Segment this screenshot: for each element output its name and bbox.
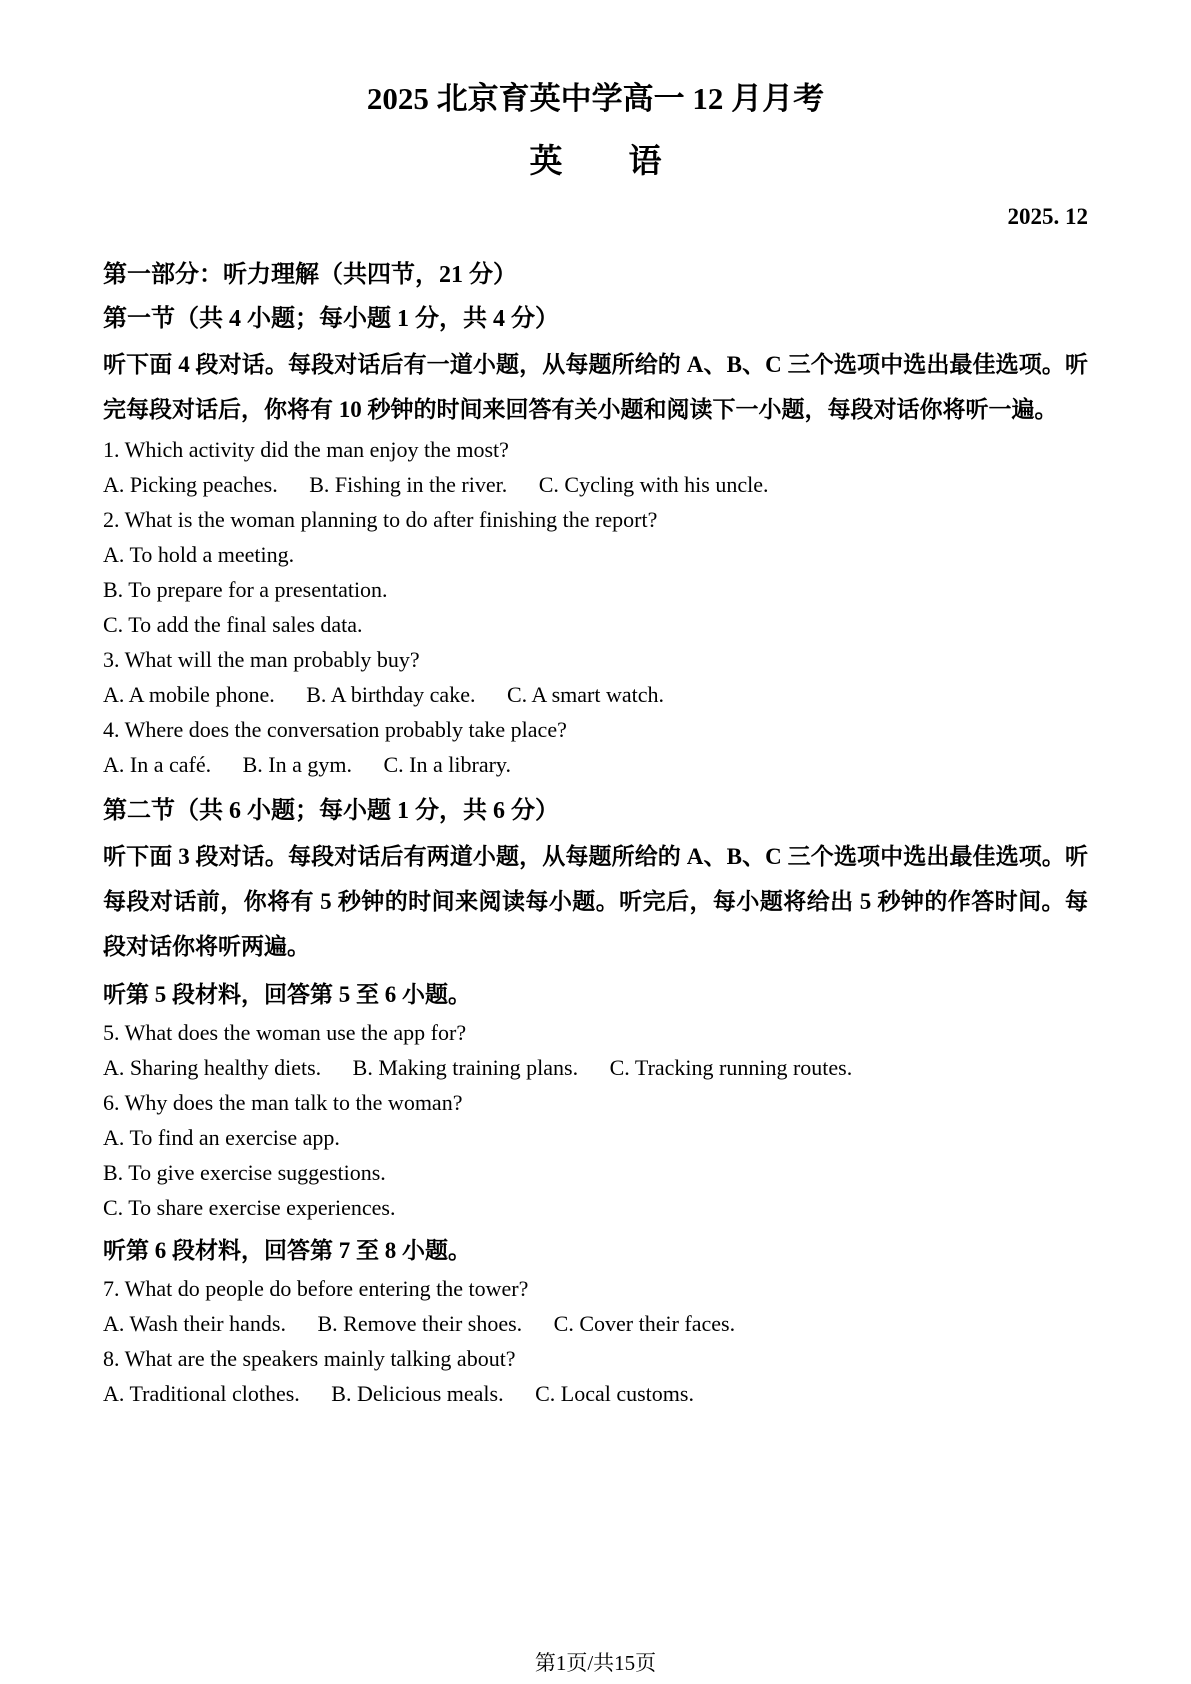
question-2-option-b: B. To prepare for a presentation. (103, 577, 388, 602)
question-2 (103, 502, 1088, 642)
question-8-option-a: A. Traditional clothes. (103, 1381, 300, 1406)
question-1-stem: 1. Which activity did the man enjoy the most? (103, 437, 509, 462)
section1-instructions: 听下面 4 段对话。每段对话后有一道小题，从每题所给的 A、B、C 三个选项中选出最佳选项。听完每段对话后，你将有 10 秒钟的时间来回答有关小题和阅读下一小题，每段对话你将听一遍。 (103, 352, 1088, 422)
question-1-option-b: B. Fishing in the river. (309, 472, 508, 497)
exam-date: 2025. 12 (1007, 204, 1088, 229)
question-4-option-b: B. In a gym. (242, 752, 352, 777)
question-3-option-c: C. A smart watch. (506, 682, 665, 707)
question-3-stem: 3. What will the man probably buy? (103, 647, 420, 672)
question-6-option-c: C. To share exercise experiences. (103, 1195, 396, 1220)
question-2-option-a: A. To hold a meeting. (103, 542, 295, 567)
question-4-option-c: C. In a library. (383, 752, 511, 777)
section2-heading: 第二节（共 6 小题；每小题 1 分，共 6 分） (103, 798, 559, 824)
question-3-option-b: B. A birthday cake. (306, 682, 476, 707)
question-2-stem: 2. What is the woman planning to do after finishing the report? (103, 507, 658, 532)
question-1 (103, 432, 1088, 502)
section1-heading: 第一节（共 4 小题；每小题 1 分，共 4 分） (103, 306, 559, 332)
question-4-stem: 4. Where does the conversation probably take place? (103, 717, 567, 742)
question-8-stem: 8. What are the speakers mainly talking about? (103, 1346, 516, 1371)
question-5-option-a: A. Sharing healthy diets. (103, 1055, 322, 1080)
section2-instructions: 听下面 3 段对话。每段对话后有两道小题，从每题所给的 A、B、C 三个选项中选出最佳选项。听每段对话前，你将有 5 秒钟的时间来阅读每小题。听完后，每小题将给出 5 秒钟的作答时间。每段对话你将听两遍。 (103, 844, 1088, 959)
question-7 (103, 1271, 1088, 1341)
subject-title: 英 语 (529, 144, 662, 180)
question-3-option-a: A. A mobile phone. (103, 682, 275, 707)
question-4-options (103, 747, 1088, 782)
question-7-options (103, 1306, 1088, 1341)
question-1-option-a: A. Picking peaches. (103, 472, 278, 497)
question-7-stem: 7. What do people do before entering the tower? (103, 1276, 529, 1301)
question-3 (103, 642, 1088, 712)
question-6-option-a: A. To find an exercise app. (103, 1125, 340, 1150)
question-2-option-c: C. To add the final sales data. (103, 612, 363, 637)
question-5-stem: 5. What does the woman use the app for? (103, 1020, 467, 1045)
question-1-option-c: C. Cycling with his uncle. (538, 472, 769, 497)
material-5-note: 听第 5 段材料，回答第 5 至 6 小题。 (103, 982, 471, 1007)
question-4-option-a: A. In a café. (103, 752, 212, 777)
question-5-options (103, 1050, 1088, 1085)
page-title: 2025 北京育英中学高一 12 月月考 (366, 81, 825, 116)
question-6-stem: 6. Why does the man talk to the woman? (103, 1090, 463, 1115)
question-8 (103, 1341, 1088, 1411)
question-8-options (103, 1376, 1088, 1411)
question-4 (103, 712, 1088, 782)
question-8-option-b: B. Delicious meals. (331, 1381, 504, 1406)
part1-heading: 第一部分：听力理解（共四节，21 分） (103, 262, 517, 288)
question-5 (103, 1015, 1088, 1085)
question-6-option-b: B. To give exercise suggestions. (103, 1160, 386, 1185)
question-6 (103, 1085, 1088, 1225)
material-6-note: 听第 6 段材料，回答第 7 至 8 小题。 (103, 1238, 471, 1263)
question-7-option-b: B. Remove their shoes. (317, 1311, 523, 1336)
question-5-option-b: B. Making training plans. (352, 1055, 579, 1080)
question-7-option-c: C. Cover their faces. (553, 1311, 736, 1336)
question-5-option-c: C. Tracking running routes. (609, 1055, 853, 1080)
question-1-options (103, 467, 1088, 502)
question-8-option-c: C. Local customs. (535, 1381, 694, 1406)
page-footer: 第1页/共15页 (534, 1651, 657, 1675)
question-7-option-a: A. Wash their hands. (103, 1311, 286, 1336)
question-3-options (103, 677, 1088, 712)
